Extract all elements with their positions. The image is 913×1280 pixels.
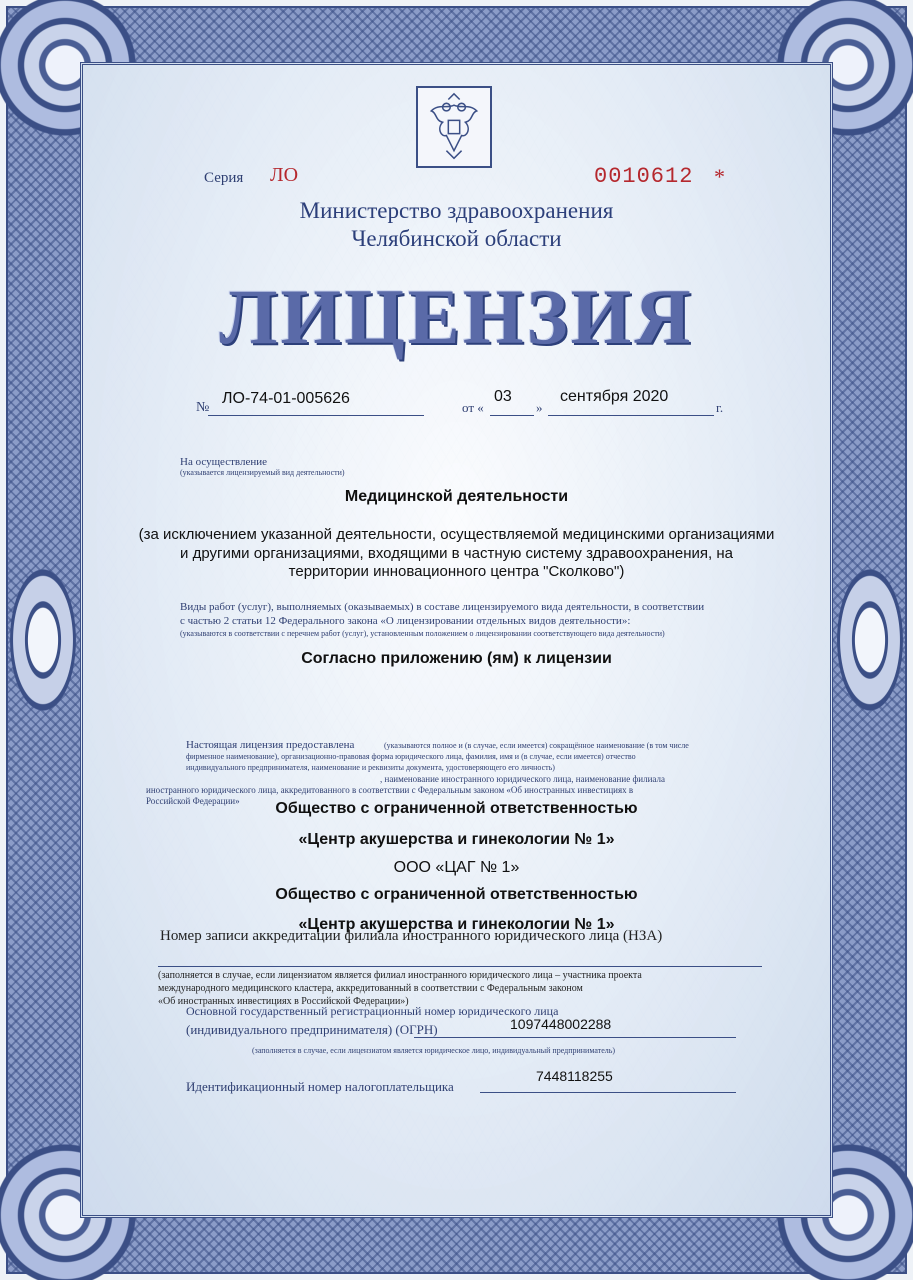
licensee-note-4: , наименование иностранного юридического лица, наименование филиала: [380, 774, 665, 784]
activity-caption: На осуществление: [180, 456, 267, 468]
exclusion-line-2: и другими организациями, входящими в частную систему здравоохранения, на: [180, 545, 733, 562]
nza-caption: Номер записи аккредитации филиала иностранного юридического лица (НЗА): [160, 928, 663, 944]
issuer-line-2: Челябинской области: [351, 226, 562, 251]
date-day: 03: [494, 388, 512, 405]
exclusion-line-1: (за исключением указанной деятельности, осуществляемой медицинскими организациями: [138, 526, 775, 543]
licensee-note-6: Российской Федерации»: [146, 796, 240, 806]
licensee-note-1: (указываются полное и (в случае, если имеется) сокращённое наименование (в том числе: [384, 741, 689, 750]
month-underline: [548, 415, 714, 416]
ogrn-caption-line-1: Основной государственный регистрационный номер юридического лица: [186, 1004, 559, 1018]
licensee-caption: Настоящая лицензия предоставлена: [186, 739, 355, 751]
date-year-suffix: г.: [716, 400, 724, 415]
works-caption-line-1: Виды работ (услуг), выполняемых (оказываемых) в составе лицензируемого вида деятельности, в соответствии: [180, 601, 705, 613]
document-title: ЛИЦЕНЗИЯ: [219, 273, 694, 360]
ogrn-note: (заполняется в случае, если лицензиатом является юридическое лицо, индивидуальный предприниматель): [252, 1046, 616, 1055]
issuer-line-1: Министерство здравоохранения: [299, 198, 614, 223]
date-month-year: сентября 2020: [560, 388, 669, 405]
ogrn-value: 1097448002288: [510, 1016, 612, 1032]
day-underline: [490, 415, 534, 416]
serial-number: 0010612: [594, 164, 694, 189]
nza-note-3: «Об иностранных инвестициях в Российской Федерации»): [158, 996, 409, 1007]
inn-underline: [480, 1092, 736, 1093]
ogrn-caption-line-2: (индивидуального предпринимателя) (ОГРН): [186, 1022, 438, 1037]
licensee-note-5: иностранного юридического лица, аккредитованного в соответствии с Федеральным законом «Об иностранных инвестициях в: [146, 785, 634, 795]
org-quoted-name-1: «Центр акушерства и гинекологии № 1»: [298, 831, 615, 848]
licensee-note-2: фирменное наименование), организационно-правовая форма юридического лица, фамилия, имя и (в случае, если имеется) отчество: [186, 752, 636, 761]
serial-mark: *: [714, 164, 725, 189]
works-caption-note: (указываются в соответствии с перечнем работ (услуг), установленным положением о лицензировании соответствующего вида деятельности): [180, 629, 665, 638]
org-full-name-2: Общество с ограниченной ответственностью: [275, 886, 638, 903]
series-label: Серия: [204, 170, 244, 186]
activity-caption-note: (указывается лицензируемый вид деятельности): [180, 468, 345, 477]
side-medallion-left: [8, 565, 78, 715]
org-short-name: ООО «ЦАГ № 1»: [393, 859, 520, 876]
coat-of-arms-icon: [416, 86, 492, 168]
works-caption-line-2: с частью 2 статьи 12 Федерального закона «О лицензировании отдельных видов деятельности»:: [180, 615, 631, 627]
number-prefix: №: [196, 400, 210, 415]
exclusion-line-3: территории инновационного центра "Сколково"): [288, 563, 625, 580]
activity-value: Медицинской деятельности: [344, 488, 569, 505]
date-close-quote: »: [536, 400, 543, 415]
date-from-label: от «: [462, 400, 484, 415]
licensee-note-3: индивидуального предпринимателя, наименование и реквизиты документа, удостоверяющего его личность): [186, 763, 555, 772]
series-value: ЛО: [270, 164, 299, 186]
side-medallion-right: [835, 565, 905, 715]
license-number: ЛО-74-01-005626: [222, 390, 350, 407]
ogrn-underline: [414, 1037, 736, 1038]
nza-note-2: международного медицинского кластера, аккредитованный в соответствии с Федеральным законом: [158, 983, 583, 994]
inn-caption: Идентификационный номер налогоплательщика: [186, 1079, 454, 1094]
works-value: Согласно приложению (ям) к лицензии: [301, 650, 612, 667]
org-quoted-name-2: «Центр акушерства и гинекологии № 1»: [298, 916, 615, 933]
nza-note-1: (заполняется в случае, если лицензиатом является филиал иностранного юридического лица – участника проекта: [158, 970, 642, 981]
nza-underline: [158, 966, 762, 967]
inn-value: 7448118255: [536, 1068, 613, 1084]
org-full-name-1: Общество с ограниченной ответственностью: [275, 800, 638, 817]
number-underline: [208, 415, 424, 416]
